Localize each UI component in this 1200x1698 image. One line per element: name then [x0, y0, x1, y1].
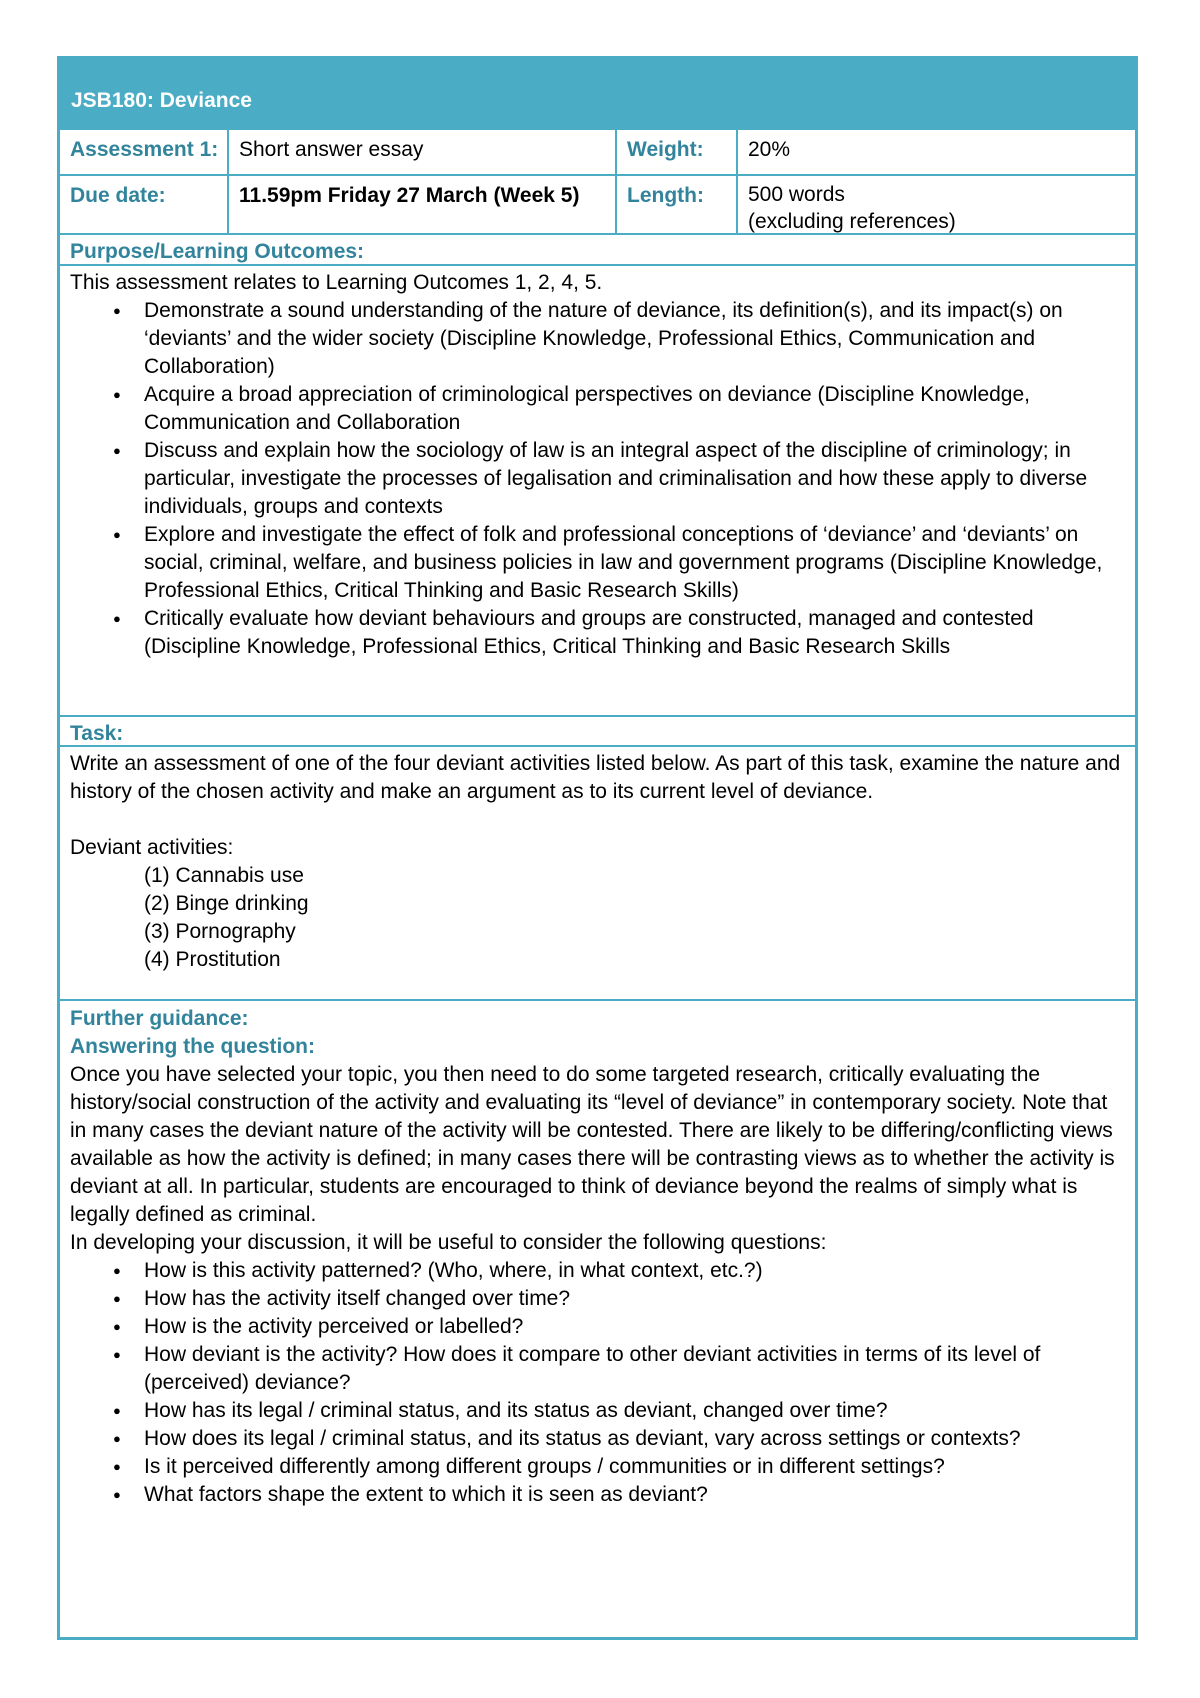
task-description: Write an assessment of one of the four deviant activities listed below. As part of this task, examine the nature and history of the chosen activity and make an argument as to its current level of deviance.: [70, 752, 1121, 803]
guidance-title: Further guidance:: [70, 1007, 249, 1030]
due-date-label: Due date:: [60, 176, 229, 233]
length-note: (excluding references): [748, 210, 956, 233]
activities-label: Deviant activities:: [70, 836, 234, 859]
purpose-content: [60, 266, 1135, 717]
assessment-table: [57, 56, 1138, 1640]
list-item: (2) Binge drinking: [144, 892, 309, 915]
due-date-row: [60, 176, 1135, 235]
assessment-value: Short answer essay: [229, 130, 617, 174]
length-words: 500 words: [748, 183, 845, 206]
list-item: ● Is it perceived differently among different groups / communities or in different settings?: [70, 1453, 1121, 1481]
questions-list: [70, 1257, 1121, 1509]
unit-title: JSB180: Deviance: [71, 89, 252, 112]
task-content: [60, 747, 1135, 1001]
weight-value: 20%: [748, 138, 791, 161]
list-item: ● How has the activity itself changed over time?: [70, 1285, 1121, 1313]
list-item: ● How is the activity perceived or labelled?: [70, 1313, 1121, 1341]
list-item: ● How has its legal / criminal status, and its status as deviant, changed over time?: [70, 1397, 1121, 1425]
length-label: Length:: [617, 176, 738, 233]
list-item: (3) Pornography: [144, 920, 296, 943]
list-item: ● Explore and investigate the effect of folk and professional conceptions of ‘deviance’ and ‘deviants’ on social, criminal, welfare, and business policies in law and government programs (Discipline Knowledge, Professional Ethics, Critical Thinking and Basic Research Skills): [70, 521, 1121, 605]
questions-intro: In developing your discussion, it will be useful to consider the following questions:: [70, 1231, 827, 1254]
purpose-title: Purpose/Learning Outcomes:: [70, 240, 365, 263]
list-item: ● How deviant is the activity? How does it compare to other deviant activities in terms of its level of (perceived) deviance?: [70, 1341, 1121, 1397]
guidance-content: [60, 1003, 1135, 1637]
list-item: ● Demonstrate a sound understanding of the nature of deviance, its definition(s), and its impact(s) on ‘deviants’ and the wider society (Discipline Knowledge, Professional Ethics, Communication and Collaboration): [70, 297, 1121, 381]
table-header: [60, 59, 1135, 130]
list-item: ● Critically evaluate how deviant behaviours and groups are constructed, managed and contested (Discipline Knowledge, Professional Ethics, Critical Thinking and Basic Research Skills: [70, 605, 1121, 661]
assessment-label: Assessment 1:: [60, 130, 229, 174]
due-date-value: 11.59pm Friday 27 March (Week 5): [229, 176, 617, 233]
list-item: ● How is this activity patterned? (Who, where, in what context, etc.?): [70, 1257, 1121, 1285]
list-item: (4) Prostitution: [144, 948, 281, 971]
assessment-row: [60, 130, 1135, 176]
weight-label: Weight:: [617, 130, 738, 174]
guidance-paragraph: Once you have selected your topic, you then need to do some targeted research, critically evaluating the history/social construction of the activity and evaluating its “level of deviance” in contemporary society. Note that in many cases the deviant nature of the activity will be contested. There are likely to be differing/conflicting views available as how the activity is defined; in many cases there will be contrasting views as to whether the activity is deviant at all. In particular, students are encouraged to think of deviance beyond the realms of simply what is legally defined as criminal.: [70, 1063, 1115, 1226]
purpose-heading-row: [60, 235, 1135, 266]
purpose-intro: This assessment relates to Learning Outcomes 1, 2, 4, 5.: [70, 271, 603, 294]
list-item: ● Discuss and explain how the sociology of law is an integral aspect of the discipline of criminology; in particular, investigate the processes of legalisation and criminalisation and how these apply to diverse individuals, groups and contexts: [70, 437, 1121, 521]
task-title: Task:: [70, 722, 124, 745]
guidance-subtitle: Answering the question:: [70, 1035, 316, 1058]
list-item: (1) Cannabis use: [144, 864, 304, 887]
list-item: ● Acquire a broad appreciation of criminological perspectives on deviance (Discipline Knowledge, Communication and Collaboration: [70, 381, 1121, 437]
task-heading-row: [60, 717, 1135, 747]
outcomes-list: [70, 297, 1121, 661]
list-item: ● How does its legal / criminal status, and its status as deviant, vary across settings or contexts?: [70, 1425, 1121, 1453]
length-value: [738, 176, 1135, 233]
list-item: ● What factors shape the extent to which it is seen as deviant?: [70, 1481, 1121, 1509]
activities-list: [70, 862, 1121, 974]
